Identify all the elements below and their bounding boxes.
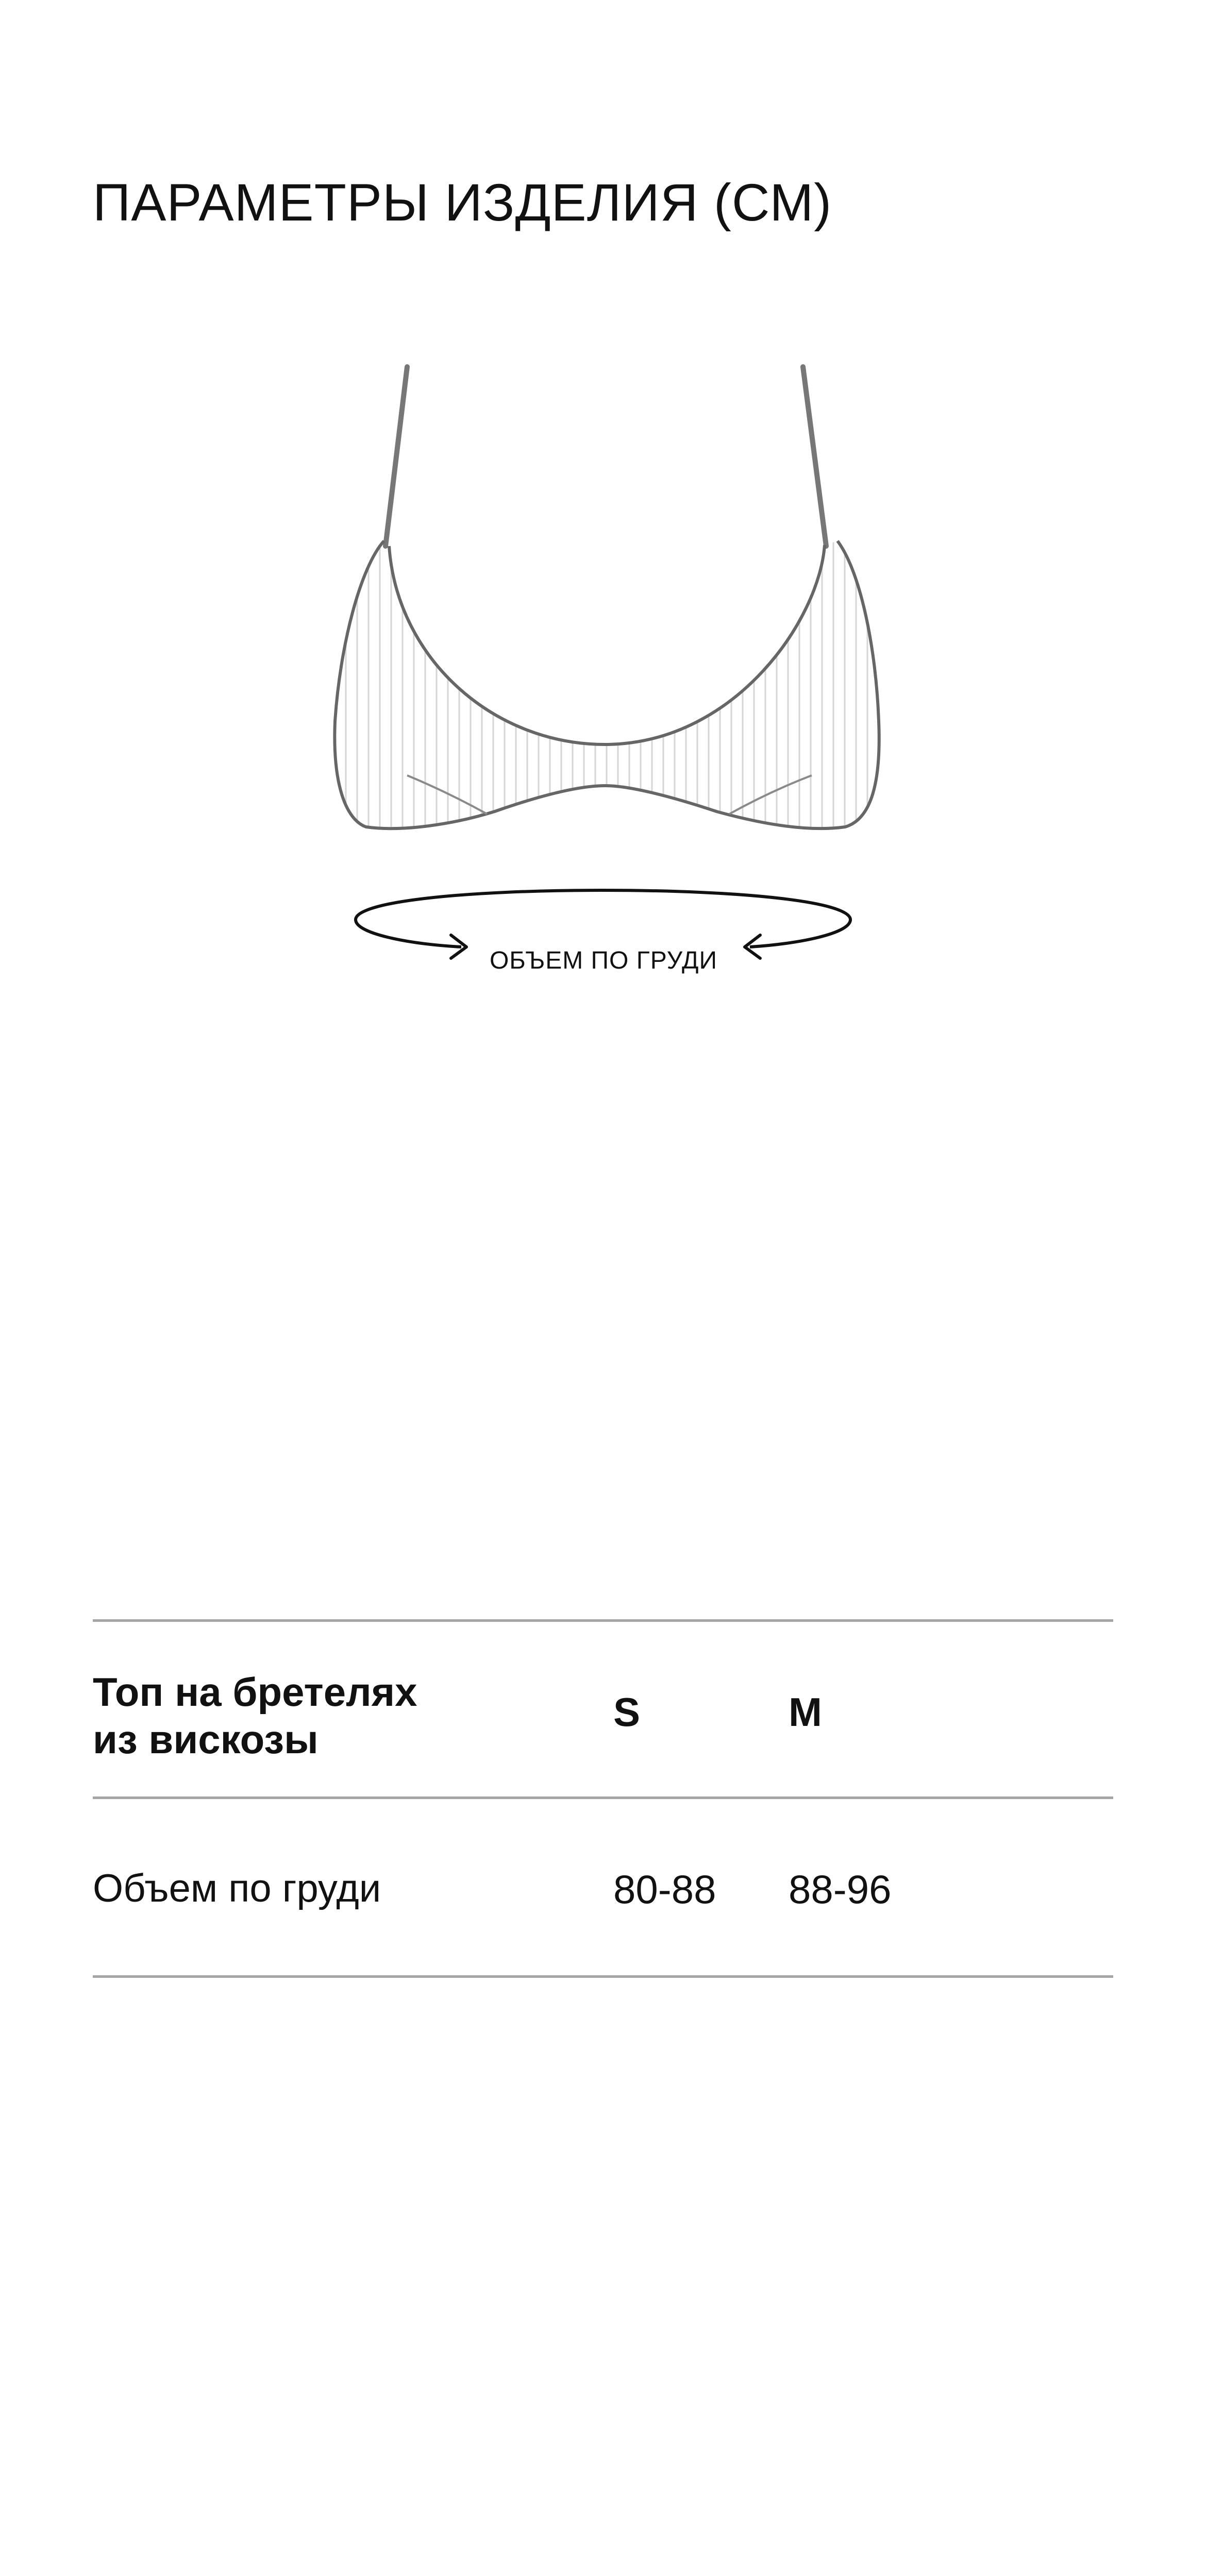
shoulder-straps	[386, 367, 826, 546]
size-header-m: M	[789, 1689, 822, 1735]
chest-measure-label: ОБЪЕМ ПО ГРУДИ	[489, 947, 718, 974]
chest-value-m: 88-96	[789, 1867, 892, 1912]
chest-value-s: 80-88	[613, 1867, 716, 1912]
row-label-chest: Объем по груди	[93, 1867, 381, 1910]
bra-top-illustration	[309, 355, 897, 989]
product-name-line2: из вискозы	[93, 1717, 319, 1762]
table-top-divider	[93, 1619, 1113, 1622]
product-name-line1: Топ на бретелях	[93, 1669, 417, 1715]
page-title: ПАРАМЕТРЫ ИЗДЕЛИЯ (СМ)	[93, 173, 832, 232]
garment-body	[309, 515, 897, 850]
table-bottom-divider	[93, 1975, 1113, 1978]
product-name	[93, 1668, 557, 1763]
table-header-divider	[93, 1797, 1113, 1799]
bra-top-drawing	[309, 355, 897, 989]
size-header-s: S	[613, 1689, 641, 1735]
